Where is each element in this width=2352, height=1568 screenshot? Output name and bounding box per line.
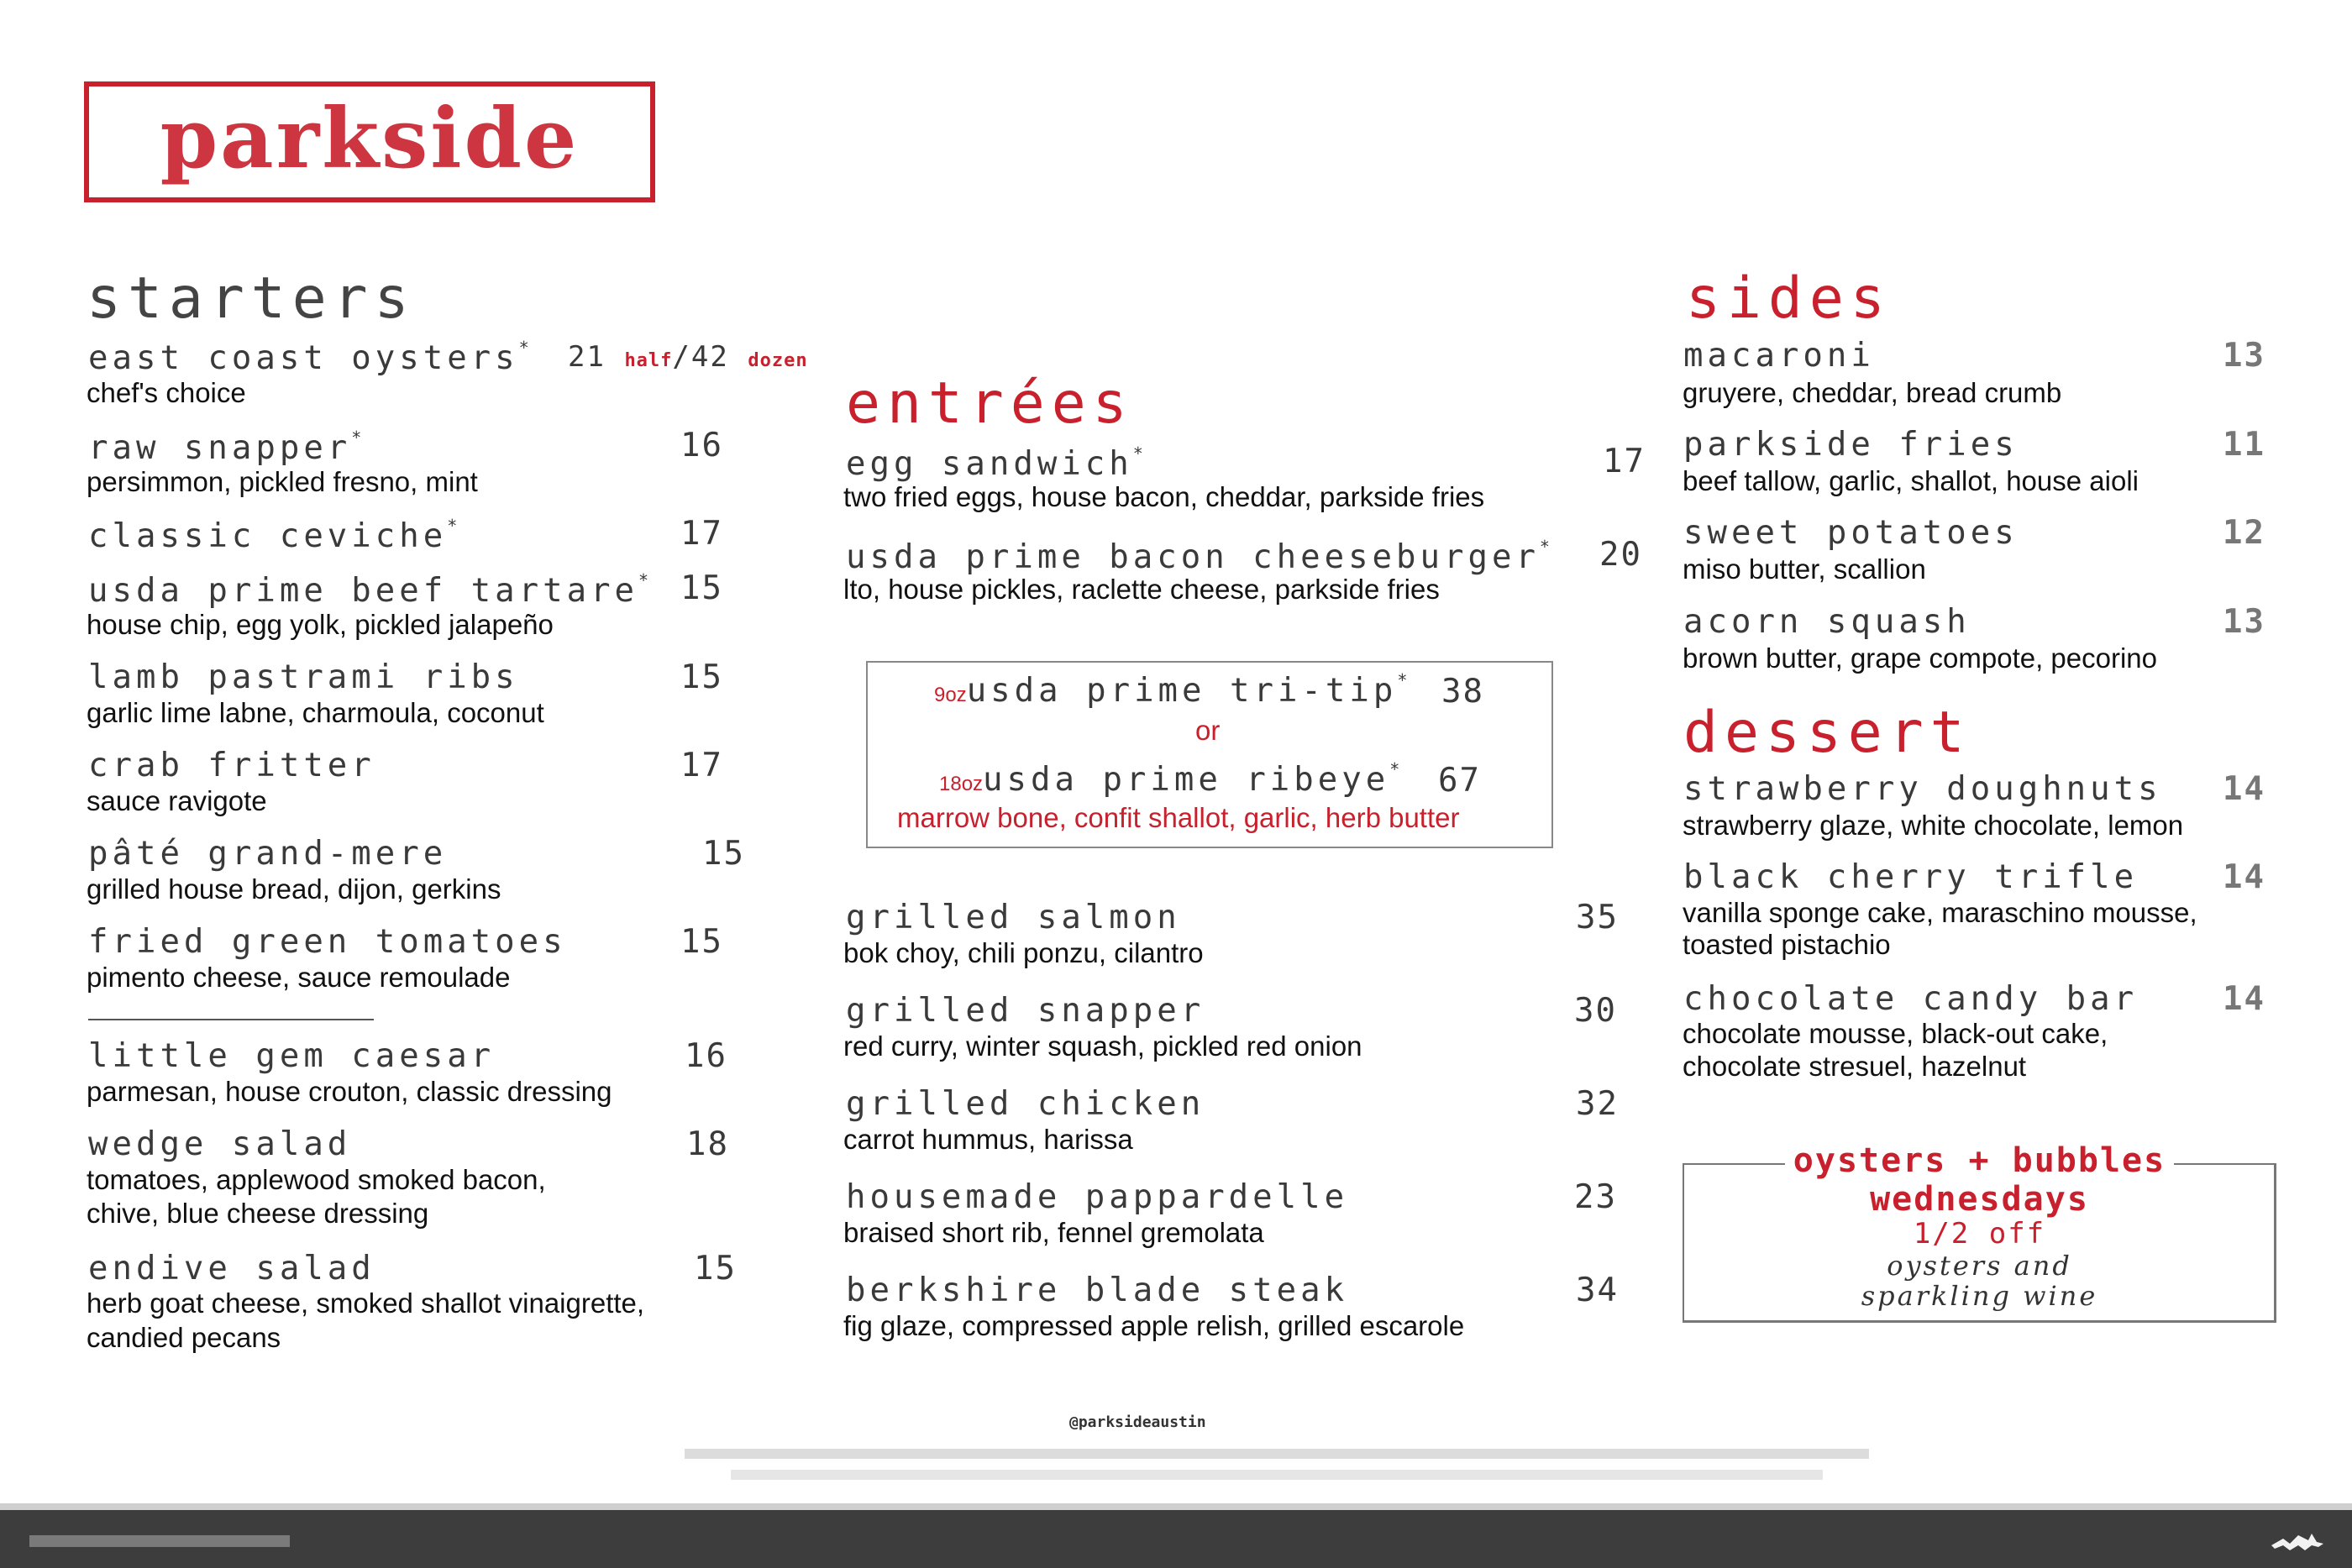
- item-price: 13: [2223, 603, 2265, 641]
- item-name: usda prime ribeye: [983, 761, 1390, 799]
- item-price: 21 half/42 dozen: [568, 340, 808, 374]
- promo-subtitle: wednesdays: [1870, 1180, 2089, 1219]
- item-desc: garlic lime labne, charmoula, coconut: [87, 697, 544, 728]
- section-divider: [88, 1019, 374, 1020]
- disclaimer-line: [731, 1470, 1823, 1480]
- item-price: 12: [2223, 514, 2265, 552]
- item-price: 32: [1576, 1085, 1619, 1123]
- starter-item: classic ceviche*: [88, 516, 458, 555]
- starter-item: [88, 658, 519, 696]
- item-desc: candied pecans: [87, 1322, 281, 1353]
- item-desc: chef's choice: [87, 377, 246, 408]
- entree-item: [846, 1085, 1205, 1123]
- item-price: 15: [680, 923, 723, 961]
- footer-bar: [0, 1510, 2352, 1568]
- item-price: 14: [2223, 980, 2265, 1018]
- starter-item: [88, 923, 567, 961]
- item-desc: red curry, winter squash, pickled red onion: [843, 1030, 1362, 1062]
- item-name: grilled salmon: [846, 899, 1181, 936]
- item-name: east coast oysters: [88, 339, 519, 377]
- item-name: chocolate candy bar: [1683, 980, 2139, 1018]
- item-desc: grilled house bread, dijon, gerkins: [87, 873, 501, 905]
- item-price: 13: [2223, 337, 2265, 375]
- item-desc: lto, house pickles, raclette cheese, parkside fries: [843, 574, 1440, 605]
- item-name: usda prime beef tartare: [88, 572, 639, 610]
- item-desc: parmesan, house crouton, classic dressing: [87, 1076, 612, 1107]
- item-desc: chive, blue cheese dressing: [87, 1198, 429, 1229]
- item-name: grilled chicken: [846, 1085, 1205, 1123]
- item-name: acorn squash: [1683, 603, 1971, 641]
- item-price: 34: [1576, 1272, 1619, 1309]
- size-label: 9oz: [934, 684, 967, 706]
- entree-item: usda prime bacon cheeseburger*: [846, 537, 1550, 576]
- item-name: egg sandwich: [846, 445, 1133, 483]
- item-name: housemade pappardelle: [846, 1178, 1349, 1216]
- item-name: usda prime bacon cheeseburger: [846, 538, 1540, 576]
- side-item: [1683, 603, 1971, 641]
- item-desc: sauce ravigote: [87, 785, 267, 816]
- steak-item: 9ozusda prime tri-tip*: [934, 670, 1408, 710]
- logo: [84, 81, 655, 202]
- or-label: or: [1195, 715, 1221, 746]
- item-name: classic ceviche: [88, 517, 448, 555]
- item-price: 20: [1599, 536, 1642, 574]
- item-price: 15: [680, 569, 723, 607]
- promo-detail: sparkling wine: [1861, 1280, 2098, 1312]
- social-handle[interactable]: @parksideaustin: [1069, 1413, 1206, 1431]
- item-price: 16: [685, 1037, 727, 1075]
- item-price: 35: [1576, 899, 1619, 936]
- footer-credit: [29, 1535, 290, 1547]
- item-name: berkshire blade steak: [846, 1272, 1349, 1309]
- item-desc: chocolate mousse, black-out cake,: [1683, 1018, 2108, 1049]
- item-desc: carrot hummus, harissa: [843, 1124, 1133, 1155]
- dessert-item: [1683, 980, 2139, 1018]
- item-name: wedge salad: [88, 1125, 352, 1163]
- item-name: sweet potatoes: [1683, 514, 2019, 552]
- item-name: fried green tomatoes: [88, 923, 567, 961]
- item-price: 30: [1574, 992, 1617, 1030]
- promo-detail: oysters and: [1887, 1250, 2072, 1282]
- dessert-item: [1683, 858, 2139, 896]
- side-item: [1683, 337, 1875, 375]
- promo-deal: 1/2 off: [1913, 1217, 2046, 1251]
- item-desc: miso butter, scallion: [1683, 553, 1926, 585]
- item-desc: braised short rib, fennel gremolata: [843, 1217, 1264, 1248]
- size-label: 18oz: [939, 773, 984, 795]
- item-desc: chocolate stresuel, hazelnut: [1683, 1051, 2027, 1082]
- salad-item: [88, 1252, 375, 1285]
- item-desc: pimento cheese, sauce remoulade: [87, 962, 511, 993]
- entree-item: [846, 992, 1205, 1030]
- starter-item: [88, 835, 448, 873]
- item-name: lamb pastrami ribs: [88, 658, 519, 696]
- item-name: pâté grand-mere: [88, 835, 448, 873]
- logo-text: parkside: [160, 91, 580, 187]
- item-price: 14: [2223, 858, 2265, 896]
- item-desc: beef tallow, garlic, shallot, house aioli: [1683, 465, 2139, 496]
- brand-mark-icon: [2268, 1527, 2327, 1561]
- item-price: 15: [694, 1250, 737, 1287]
- item-price: 18: [686, 1125, 729, 1163]
- item-price: 17: [680, 747, 723, 784]
- item-name: grilled snapper: [846, 992, 1205, 1030]
- dessert-heading: dessert: [1683, 700, 1971, 766]
- item-name: macaroni: [1683, 337, 1875, 375]
- item-name: crab fritter: [88, 747, 375, 784]
- sides-heading: sides: [1686, 265, 1892, 332]
- item-desc: fig glaze, compressed apple relish, grilled escarole: [843, 1310, 1465, 1341]
- item-desc: vanilla sponge cake, maraschino mousse,: [1683, 897, 2197, 928]
- item-desc: strawberry glaze, white chocolate, lemon: [1683, 810, 2184, 841]
- item-name: little gem caesar: [88, 1037, 496, 1075]
- item-name: raw snapper: [88, 429, 352, 467]
- item-name: black cherry trifle: [1683, 858, 2139, 896]
- item-name: usda prime tri-tip: [966, 672, 1398, 710]
- item-desc: gruyere, cheddar, bread crumb: [1683, 377, 2062, 408]
- item-desc: two fried eggs, house bacon, cheddar, parkside fries: [843, 481, 1485, 512]
- entree-item: [846, 901, 1181, 934]
- item-desc: herb goat cheese, smoked shallot vinaigrette,: [87, 1287, 645, 1319]
- disclaimer-line: [685, 1449, 1869, 1459]
- item-price: 17: [1603, 443, 1646, 480]
- starters-heading: starters: [87, 265, 416, 332]
- side-item: [1683, 426, 2019, 464]
- steak-item: 18ozusda prime ribeye*: [939, 759, 1400, 799]
- entree-item: egg sandwich*: [846, 443, 1143, 483]
- item-price: 38: [1441, 673, 1484, 711]
- item-name: parkside fries: [1683, 426, 2019, 464]
- item-price: 11: [2223, 426, 2265, 464]
- salad-item: [88, 1125, 352, 1163]
- item-price: 15: [702, 835, 745, 873]
- entree-item: [846, 1178, 1349, 1216]
- starter-item: [88, 749, 375, 782]
- steak-desc: marrow bone, confit shallot, garlic, herb butter: [897, 802, 1460, 833]
- item-price: 17: [680, 515, 723, 553]
- dessert-item: [1683, 770, 2162, 808]
- starter-item: usda prime beef tartare*: [88, 570, 649, 610]
- starter-item: raw snapper*: [88, 427, 362, 467]
- item-desc: house chip, egg yolk, pickled jalapeño: [87, 609, 554, 640]
- item-price: 16: [680, 427, 723, 464]
- starter-item: east coast oysters*: [88, 338, 529, 377]
- item-price: 14: [2223, 770, 2265, 808]
- salad-item: [88, 1037, 496, 1075]
- item-desc: persimmon, pickled fresno, mint: [87, 466, 478, 497]
- entree-item: [846, 1274, 1348, 1307]
- item-price: 23: [1574, 1178, 1617, 1216]
- item-price: 15: [680, 658, 723, 696]
- item-desc: brown butter, grape compote, pecorino: [1683, 642, 2158, 674]
- item-desc: toasted pistachio: [1683, 929, 1891, 960]
- footer-divider: [0, 1503, 2352, 1510]
- promo-title: oysters + bubbles: [1683, 1144, 2276, 1177]
- side-item: [1683, 514, 2019, 552]
- item-desc: tomatoes, applewood smoked bacon,: [87, 1164, 546, 1195]
- item-name: strawberry doughnuts: [1683, 770, 2162, 808]
- item-desc: bok choy, chili ponzu, cilantro: [843, 937, 1204, 968]
- item-name: endive salad: [88, 1250, 375, 1287]
- entrees-heading: entrées: [846, 370, 1134, 437]
- item-price: 67: [1438, 762, 1481, 800]
